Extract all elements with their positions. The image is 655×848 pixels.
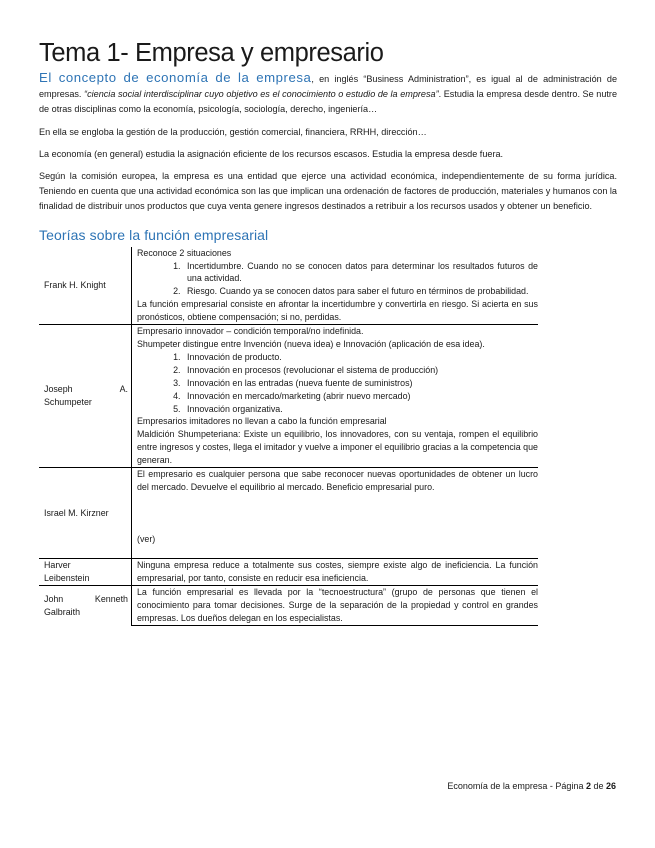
- section-heading-concept: El concepto de economía de la empresa: [39, 70, 312, 85]
- section-heading-theories: Teorías sobre la función empresarial: [39, 226, 269, 243]
- page-footer: [447, 781, 616, 791]
- author-cell: [39, 559, 132, 586]
- intro-text-2: . Estudia la empresa desde dentro. Se nutre de otras disciplinas como la economía, psicología, sociología, derecho, ingeniería…: [39, 89, 617, 115]
- list-item: 3. Innovación en las entradas (nueva fuente de suministros): [183, 377, 538, 390]
- author-first-name: John: [44, 593, 64, 604]
- description-cell: [132, 468, 539, 559]
- table-row: [39, 559, 538, 586]
- schumpeter-lead1: Empresario innovador – condición temporal/no indefinida.: [137, 326, 364, 337]
- footer-page-total: 26: [605, 781, 616, 791]
- schumpeter-lead2: Shumpeter distingue entre Invención (nueva idea) e Innovación (aplicación de esa idea).: [137, 338, 485, 349]
- knight-lead: Reconoce 2 situaciones: [137, 247, 232, 258]
- author-cell: [39, 468, 132, 559]
- author-schumpeter-last: Schumpeter: [44, 397, 92, 408]
- schumpeter-list: [137, 351, 538, 416]
- table-row: [39, 468, 538, 559]
- table-row: [39, 586, 538, 626]
- kirzner-text: El empresario es cualquier persona que sabe reconocer nuevas oportunidades de obtener un lucro del mercado. Devuelve el equilibrio al mercado. Beneficio empresarial puro.: [137, 469, 538, 492]
- knight-list: [137, 260, 538, 299]
- description-cell: [132, 325, 539, 468]
- author-cell: [39, 247, 132, 325]
- blank-line: [137, 507, 538, 520]
- list-item: 5. Innovación organizativa.: [183, 403, 538, 416]
- list-item: 4. Innovación en mercado/marketing (abrir nuevo mercado): [183, 390, 538, 403]
- intro-paragraph: [39, 70, 617, 118]
- footer-page-number: 2: [585, 781, 591, 791]
- intro-quote: “ciencia social interdisciplinar cuyo objetivo es el conocimiento o estudio de la empresa”: [84, 89, 439, 100]
- knight-tail: La función empresarial consiste en afrontar la incertidumbre y convertirla en riesgo. Si acierta en sus pronósticos, obtiene compensación; si no, perdidas.: [137, 299, 538, 323]
- footer-prefix: Economía de la empresa - Página: [447, 781, 586, 791]
- list-item: 2. Riesgo. Cuando ya se conocen datos para saber el futuro en términos de probabilidad.: [183, 285, 538, 298]
- blank-line: [137, 520, 538, 533]
- schumpeter-tail2: Maldición Shumpeteriana: Existe un equilibrio, los innovadores, con su ventaja, rompen el equilibrio entre ingresos y costes, llega el imitador y vuelve a imponer el equilibrio gracias a la competencia que generan.: [137, 429, 538, 466]
- list-item: 1. Innovación de producto.: [183, 351, 538, 364]
- description-cell: [132, 586, 539, 626]
- leibenstein-text: Ninguna empresa reduce a totalmente sus costes, siempre existe algo de ineficiencia. La función empresarial, por tanto, consiste en reducir esa ineficiencia.: [137, 560, 538, 584]
- document-page: [39, 38, 617, 626]
- author-first-name: Joseph: [44, 384, 73, 395]
- paragraph-eu-definition: Según la comisión europea, la empresa es una entidad que ejerce una actividad económica, independientemente de su forma jurídica. Teniendo en cuenta que una actividad económica son las que implican una ordenación de factores de producción, materiales y humanos con la finalidad de distribuir unos productos que cuya venta genere ingresos destinados a retribuir a los recursos usados y obtener un beneficio.: [39, 171, 617, 212]
- paragraph-scope: En ella se engloba la gestión de la producción, gestión comercial, financiera, RRHH, dirección…: [39, 126, 427, 137]
- blank-line: [137, 545, 538, 558]
- schumpeter-tail1: Empresarios imitadores no llevan a cabo la función empresarial: [137, 416, 387, 427]
- table-row: [39, 325, 538, 468]
- galbraith-text: La función empresarial es llevada por la “tecnoestructura” (grupo de personas que tienen el conocimiento para tomar decisiones. Surge de la separación de la propiedad y control en grandes empresas. Los dueños delegan en los especialistas.: [137, 587, 538, 623]
- table-row: [39, 247, 538, 325]
- footer-of: de: [590, 781, 606, 791]
- author-leibenstein-last: Leibenstein: [44, 573, 90, 584]
- author-galbraith-last: Galbraith: [44, 606, 81, 617]
- theories-table: [39, 247, 538, 626]
- description-cell: [132, 559, 539, 586]
- author-cell: [39, 586, 132, 626]
- author-initial: A.: [119, 384, 128, 395]
- author-galbraith-line1: [44, 593, 128, 606]
- page-title: Tema 1- Empresa y empresario: [39, 39, 384, 67]
- list-item: 1. Incertidumbre. Cuando no se conocen datos para determinar los resultados futuros de una actividad.: [183, 260, 538, 286]
- author-cell: [39, 325, 132, 468]
- author-middle-name: Kenneth: [94, 593, 128, 604]
- author-leibenstein-first: Harver: [44, 560, 71, 571]
- author-schumpeter-line1: [44, 383, 128, 396]
- intro-text-1: , en inglés “Business Administration”, es igual al de administración de empresas.: [39, 74, 617, 100]
- kirzner-note: (ver): [137, 533, 156, 544]
- description-cell: [132, 247, 539, 325]
- author-kirzner: Israel M. Kirzner: [44, 507, 109, 518]
- author-knight: Frank H. Knight: [44, 279, 106, 290]
- blank-line: [137, 494, 538, 507]
- list-item: 2. Innovación en procesos (revolucionar el sistema de producción): [183, 364, 538, 377]
- paragraph-economy: La economía (en general) estudia la asignación eficiente de los recursos escasos. Estudia la empresa desde fuera.: [39, 148, 504, 159]
